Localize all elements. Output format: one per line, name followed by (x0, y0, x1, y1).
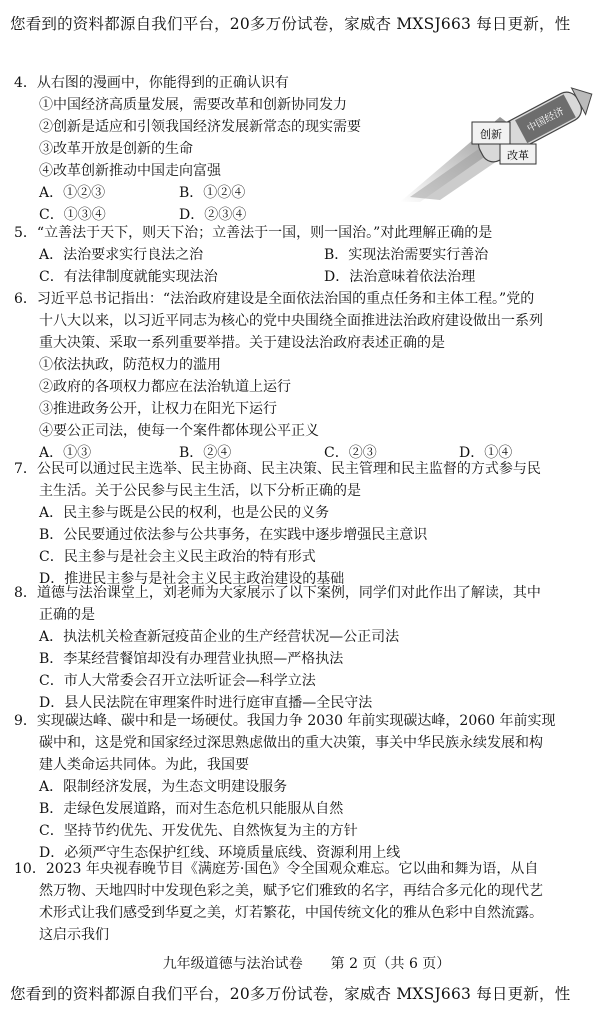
q4-option-a[interactable]: A．①②③ (39, 185, 106, 201)
question-5 (14, 222, 604, 288)
q5-option-c[interactable]: C．有法律制度就能实现法治 (39, 269, 218, 285)
q7-option-c[interactable]: C．民主参与是社会主义民主政治的特有形式 (39, 549, 316, 565)
q7-stem-line-1: 7．公民可以通过民主选举、民主协商、民主决策、民主管理和民主监督的方式参与民 (14, 461, 541, 477)
q6-item-2: ②政府的各项权力都应在法治轨道上运行 (39, 379, 291, 395)
q6-option-a[interactable]: A．①③ (39, 445, 92, 461)
q5-stem: 5．“立善法于天下，则天下治；立善法于一国，则一国治。”对此理解正确的是 (14, 225, 493, 241)
q6-option-c[interactable]: C．②③ (324, 445, 377, 461)
question-7 (14, 458, 604, 590)
q4-option-b[interactable]: B．①②④ (179, 185, 246, 201)
cartoon-label-reform: 改革 (507, 150, 529, 162)
q7-option-b[interactable]: B．公民要通过依法参与公共事务，在实践中逐步增强民主意识 (39, 527, 428, 543)
q5-option-a[interactable]: A．法治要求实行良法之治 (39, 247, 204, 263)
q9-option-c[interactable]: C．坚持节约优先、开发优先、自然恢复为主的方针 (39, 823, 358, 839)
q6-item-3: ③推进政务公开，让权力在阳光下运行 (39, 401, 277, 417)
q9-stem-line-2: 碳中和，这是党和国家经过深思熟虑做出的重大决策，事关中华民族永续发展和构 (39, 735, 543, 751)
q4-item-3: ③改革开放是创新的生命 (39, 141, 193, 157)
q8-option-b[interactable]: B．李某经营餐馆却没有办理营业执照—严格执法 (39, 651, 344, 667)
q6-item-1: ①依法执政，防范权力的滥用 (39, 357, 221, 373)
q4-option-d[interactable]: D．②③④ (179, 207, 247, 223)
q8-option-d[interactable]: D．县人民法院在审理案件时进行庭审直播—全民守法 (39, 695, 373, 711)
q6-item-4: ④要公正司法，使每一个案件都体现公平正义 (39, 423, 319, 439)
q4-option-c[interactable]: C．①③④ (39, 207, 106, 223)
q6-stem-line-1: 6．习近平总书记指出：“法治政府建设是全面依法治国的重点任务和主体工程。”党的 (14, 291, 535, 307)
banner-top: 您看到的资料都源自我们平台，20多万份试卷，家威杏 MXSJ663 每日更新，性 (10, 15, 571, 33)
cartoon-rocket-image (400, 72, 600, 202)
q7-option-a[interactable]: A．民主参与既是公民的权利，也是公民的义务 (39, 505, 330, 521)
q9-option-d[interactable]: D．必须严守生态保护红线、环境质量底线、资源利用上线 (39, 845, 401, 861)
q5-option-b[interactable]: B．实现法治需要实行善治 (324, 247, 489, 263)
q9-option-a[interactable]: A．限制经济发展，为生态文明建设服务 (39, 779, 288, 795)
q8-stem-line-1: 8．道德与法治课堂上，刘老师为大家展示了以下案例，同学们对此作出了解读，其中 (14, 585, 541, 601)
q6-option-b[interactable]: B．②④ (179, 445, 232, 461)
q4-item-1: ①中国经济高质量发展，需要改革和创新协同发力 (39, 97, 347, 113)
q10-stem-line-2: 然万物、天地四时中发现色彩之美，赋予它们雅致的名字，再结合多元化的现代艺 (39, 883, 543, 899)
q6-option-d[interactable]: D．①④ (459, 445, 513, 461)
q5-options-row1 (14, 244, 604, 266)
page-footer: 九年级道德与法治试卷 第 2 页（共 6 页） (162, 956, 451, 972)
q8-option-c[interactable]: C．市人大常委会召开立法听证会—科学立法 (39, 673, 316, 689)
q4-stem: 4．从右图的漫画中，你能得到的正确认识有 (14, 75, 289, 91)
q5-option-d[interactable]: D．法治意味着依法治理 (324, 269, 476, 285)
q10-stem-line-1: 10．2023 年央视春晚节目《满庭芳·国色》令全国观众难忘。它以曲和舞为语，从自 (14, 861, 539, 877)
q10-stem-line-4: 这启示我们 (39, 927, 109, 943)
q6-stem-line-2: 十八大以来，以习近平同志为核心的党中央围绕全面推进法治政府建设做出一系列 (39, 313, 543, 329)
q9-option-b[interactable]: B．走绿色发展道路，而对生态危机只能服从自然 (39, 801, 344, 817)
q9-stem-line-1: 9．实现碳达峰、碳中和是一场硬仗。我国力争 2030 年前实现碳达峰，2060 年前实现 (14, 713, 556, 729)
question-6 (14, 288, 604, 464)
q8-option-a[interactable]: A．执法机关检查新冠疫苗企业的生产经营状况—公正司法 (39, 629, 400, 645)
banner-bottom: 您看到的资料都源自我们平台，20多万份试卷，家威杏 MXSJ663 每日更新，性 (10, 985, 571, 1003)
question-9 (14, 710, 604, 864)
q6-stem-line-3: 重大决策、采取一系列重要举措。关于建设法治政府表述正确的是 (39, 335, 445, 351)
q8-stem-line-2: 正确的是 (39, 607, 95, 623)
q9-stem-line-3: 建人类命运共同体。为此，我国要 (39, 757, 249, 773)
q4-item-4: ④改革创新推动中国走向富强 (39, 163, 221, 179)
cartoon-label-economy: 中国经济 (525, 106, 566, 135)
q10-stem-line-3: 术形式让我们感受到华夏之美，灯若繁花，中国传统文化的雅从色彩中自然流露。 (39, 905, 543, 921)
q4-item-2: ②创新是适应和引领我国经济发展新常态的现实需要 (39, 119, 361, 135)
question-10 (14, 858, 604, 946)
cartoon-label-innovation: 创新 (480, 129, 502, 141)
question-8 (14, 582, 604, 714)
q7-option-d[interactable]: D．推进民主参与是社会主义民主政治建设的基础 (39, 571, 345, 587)
q7-stem-line-2: 主生活。关于公民参与民主生活，以下分析正确的是 (39, 483, 361, 499)
q5-options-row2 (14, 266, 604, 288)
